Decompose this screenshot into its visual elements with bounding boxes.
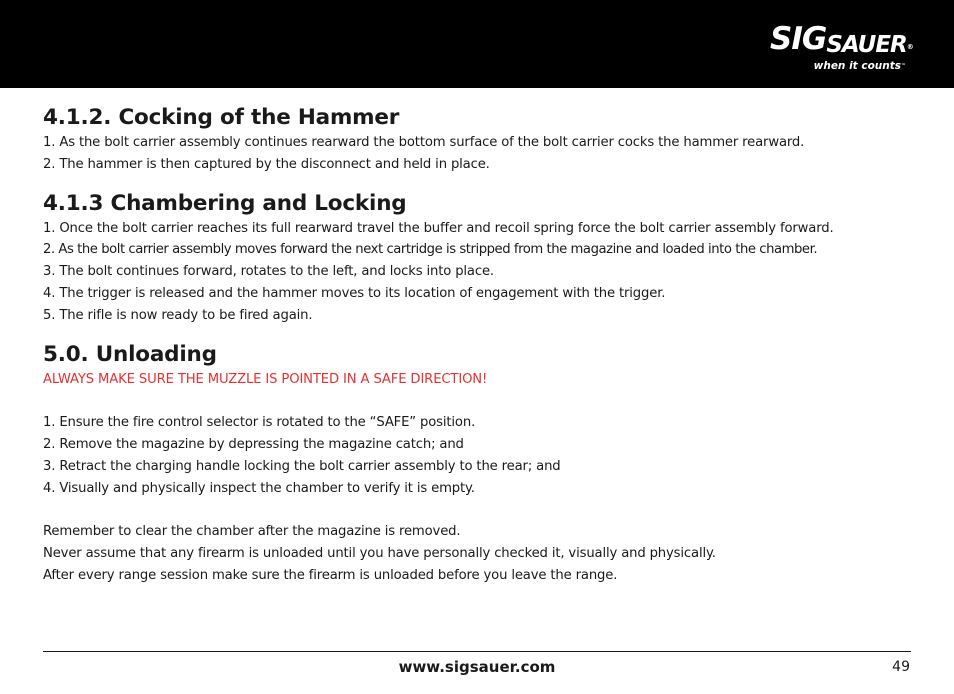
logo-sig: SIG <box>770 21 827 57</box>
chambering-line-1: 1. Once the bolt carrier reaches its full rearward travel the buffer and recoil spring force the bolt carrier assembly forward. <box>43 220 834 236</box>
chambering-line-5: 5. The rifle is now ready to be fired again. <box>43 307 313 323</box>
chambering-line-3: 3. The bolt continues forward, rotates to the left, and locks into place. <box>43 264 494 280</box>
unloading-step-2: 2. Remove the magazine by depressing the magazine catch; and <box>43 436 464 452</box>
footer-website-link[interactable]: www.sigsauer.com <box>398 658 556 676</box>
page-number: 49 <box>892 659 910 675</box>
page-content <box>43 104 918 587</box>
sig-sauer-logo <box>770 20 913 78</box>
chambering-line-2: 2. As the bolt carrier assembly moves forward the next cartridge is stripped from the magazine and loaded into the chamber. <box>43 242 818 258</box>
cocking-line-2: 2. The hammer is then captured by the disconnect and held in place. <box>43 156 490 172</box>
logo-registered-mark: ® <box>906 43 913 51</box>
logo-trademark: ™ <box>901 63 906 69</box>
logo-wordmark <box>770 20 913 63</box>
unloading-note-1: Remember to clear the chamber after the magazine is removed. <box>43 524 461 540</box>
logo-sauer: SAUER <box>826 32 907 58</box>
logo-tagline-text: when it counts <box>813 60 901 72</box>
unloading-step-4: 4. Visually and physically inspect the chamber to verify it is empty. <box>43 480 475 496</box>
chambering-line-4: 4. The trigger is released and the hammer moves to its location of engagement with the trigger. <box>43 285 666 301</box>
footer-divider <box>43 651 911 652</box>
unloading-step-1: 1. Ensure the fire control selector is rotated to the “SAFE” position. <box>43 415 476 431</box>
unloading-note-3: After every range session make sure the firearm is unloaded before you leave the range. <box>43 567 618 583</box>
section-title-cocking: 4.1.2. Cocking of the Hammer <box>43 105 400 130</box>
unloading-step-3: 3. Retract the charging handle locking the bolt carrier assembly to the rear; and <box>43 458 561 474</box>
safety-warning: ALWAYS MAKE SURE THE MUZZLE IS POINTED IN A SAFE DIRECTION! <box>43 371 488 387</box>
section-title-chambering: 4.1.3 Chambering and Locking <box>43 190 407 216</box>
unloading-note-2: Never assume that any firearm is unloaded until you have personally checked it, visually and physically. <box>43 545 716 561</box>
section-title-unloading: 5.0. Unloading <box>43 341 217 367</box>
page-header <box>0 0 954 88</box>
cocking-line-1: 1. As the bolt carrier assembly continues rearward the bottom surface of the bolt carrier cocks the hammer rearward. <box>43 135 805 150</box>
